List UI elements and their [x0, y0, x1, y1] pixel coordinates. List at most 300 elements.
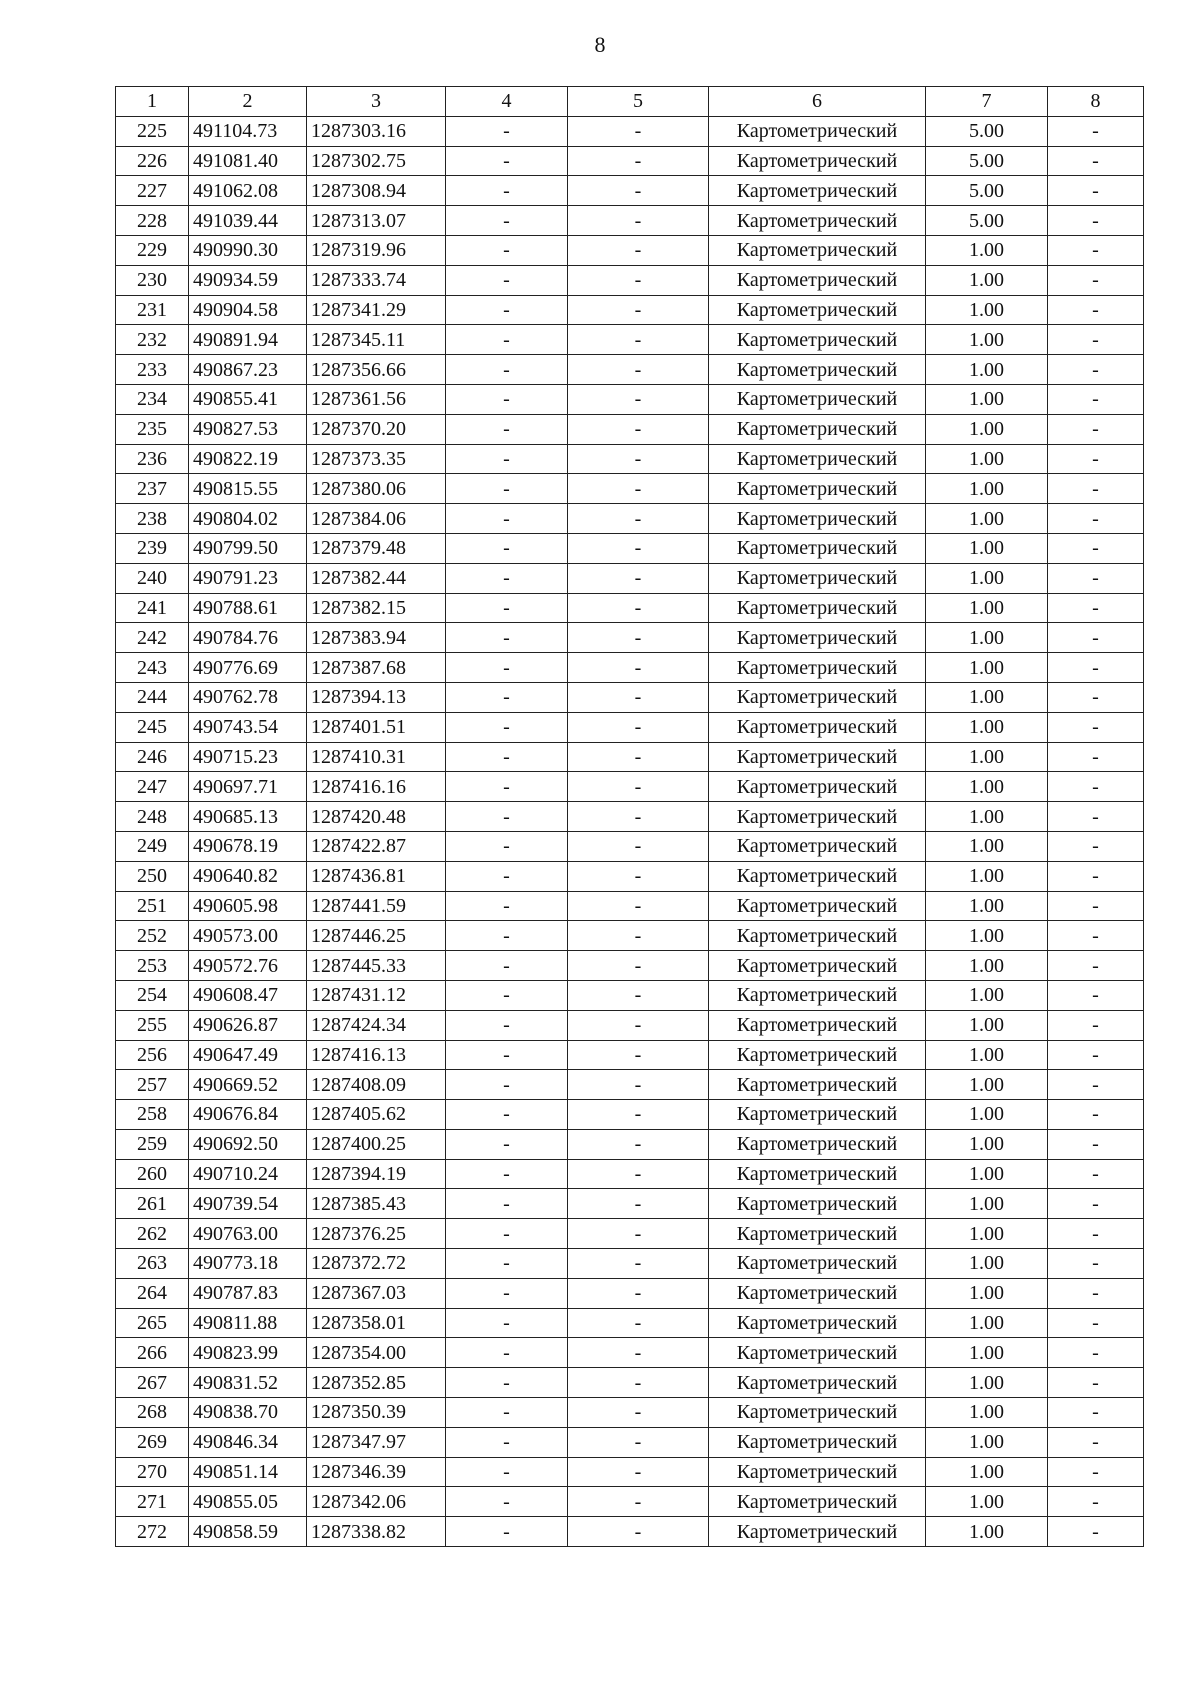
table-cell-col-4: - [446, 235, 568, 265]
table-cell-col-3: 1287394.13 [307, 682, 446, 712]
table-cell-col-2: 490763.00 [189, 1219, 307, 1249]
table-cell-col-8: - [1048, 116, 1144, 146]
table-cell-col-1: 234 [116, 384, 189, 414]
column-header-6: 6 [709, 87, 926, 117]
table-cell-col-3: 1287408.09 [307, 1070, 446, 1100]
table-cell-col-4: - [446, 1457, 568, 1487]
table-cell-col-4: - [446, 1308, 568, 1338]
table-cell-col-6: Картометрический [709, 116, 926, 146]
table-cell-col-8: - [1048, 653, 1144, 683]
coordinates-table [115, 86, 1144, 1547]
table-row [116, 623, 1144, 653]
table-cell-col-8: - [1048, 921, 1144, 951]
table-cell-col-8: - [1048, 772, 1144, 802]
table-cell-col-1: 267 [116, 1368, 189, 1398]
table-cell-col-3: 1287436.81 [307, 861, 446, 891]
table-cell-col-8: - [1048, 146, 1144, 176]
table-row [116, 474, 1144, 504]
table-cell-col-6: Картометрический [709, 563, 926, 593]
table-cell-col-8: - [1048, 1338, 1144, 1368]
table-cell-col-5: - [568, 265, 709, 295]
page-number: 8 [594, 32, 606, 57]
table-row [116, 712, 1144, 742]
table-cell-col-4: - [446, 861, 568, 891]
table-cell-col-8: - [1048, 1100, 1144, 1130]
table-cell-col-5: - [568, 682, 709, 712]
table-cell-col-5: - [568, 116, 709, 146]
table-cell-col-7: 1.00 [926, 831, 1048, 861]
table-cell-col-7: 1.00 [926, 1457, 1048, 1487]
table-row [116, 533, 1144, 563]
table-cell-col-7: 1.00 [926, 861, 1048, 891]
table-cell-col-3: 1287367.03 [307, 1278, 446, 1308]
table-cell-col-8: - [1048, 1398, 1144, 1428]
table-cell-col-2: 490710.24 [189, 1159, 307, 1189]
table-cell-col-6: Картометрический [709, 861, 926, 891]
table-cell-col-2: 490904.58 [189, 295, 307, 325]
table-cell-col-4: - [446, 1249, 568, 1279]
table-cell-col-7: 1.00 [926, 772, 1048, 802]
table-cell-col-1: 258 [116, 1100, 189, 1130]
table-cell-col-4: - [446, 980, 568, 1010]
table-cell-col-7: 1.00 [926, 802, 1048, 832]
table-cell-col-2: 490891.94 [189, 325, 307, 355]
table-cell-col-1: 256 [116, 1040, 189, 1070]
table-cell-col-5: - [568, 1189, 709, 1219]
table-cell-col-5: - [568, 861, 709, 891]
table-row [116, 921, 1144, 951]
table-cell-col-6: Картометрический [709, 682, 926, 712]
table-cell-col-4: - [446, 176, 568, 206]
table-row [116, 1070, 1144, 1100]
table-cell-col-1: 271 [116, 1487, 189, 1517]
table-cell-col-5: - [568, 921, 709, 951]
table-row [116, 1100, 1144, 1130]
table-cell-col-3: 1287370.20 [307, 414, 446, 444]
table-cell-col-2: 490831.52 [189, 1368, 307, 1398]
table-cell-col-5: - [568, 1219, 709, 1249]
table-cell-col-2: 490647.49 [189, 1040, 307, 1070]
table-cell-col-3: 1287347.97 [307, 1427, 446, 1457]
table-cell-col-5: - [568, 444, 709, 474]
table-cell-col-8: - [1048, 712, 1144, 742]
table-cell-col-8: - [1048, 384, 1144, 414]
table-cell-col-1: 269 [116, 1427, 189, 1457]
table-cell-col-2: 490640.82 [189, 861, 307, 891]
table-row [116, 593, 1144, 623]
table-cell-col-2: 490626.87 [189, 1010, 307, 1040]
table-cell-col-2: 490773.18 [189, 1249, 307, 1279]
table-cell-col-6: Картометрический [709, 1278, 926, 1308]
table-row [116, 772, 1144, 802]
table-cell-col-3: 1287410.31 [307, 742, 446, 772]
table-cell-col-7: 1.00 [926, 1278, 1048, 1308]
table-cell-col-8: - [1048, 1010, 1144, 1040]
table-cell-col-6: Картометрический [709, 1010, 926, 1040]
table-cell-col-8: - [1048, 1487, 1144, 1517]
table-cell-col-1: 260 [116, 1159, 189, 1189]
table-cell-col-3: 1287416.16 [307, 772, 446, 802]
table-cell-col-1: 239 [116, 533, 189, 563]
table-cell-col-8: - [1048, 1189, 1144, 1219]
table-cell-col-3: 1287356.66 [307, 355, 446, 385]
table-cell-col-8: - [1048, 563, 1144, 593]
table-cell-col-7: 1.00 [926, 533, 1048, 563]
table-cell-col-3: 1287313.07 [307, 206, 446, 236]
table-cell-col-2: 490776.69 [189, 653, 307, 683]
table-cell-col-1: 226 [116, 146, 189, 176]
table-cell-col-6: Картометрический [709, 533, 926, 563]
table-cell-col-4: - [446, 623, 568, 653]
table-cell-col-2: 490851.14 [189, 1457, 307, 1487]
table-row [116, 742, 1144, 772]
table-cell-col-7: 1.00 [926, 980, 1048, 1010]
column-header-8: 8 [1048, 87, 1144, 117]
table-cell-col-3: 1287400.25 [307, 1129, 446, 1159]
table-row [116, 951, 1144, 981]
table-row [116, 861, 1144, 891]
table-row [116, 444, 1144, 474]
table-cell-col-3: 1287380.06 [307, 474, 446, 504]
table-cell-col-6: Картометрический [709, 1398, 926, 1428]
table-cell-col-2: 490811.88 [189, 1308, 307, 1338]
table-cell-col-8: - [1048, 1249, 1144, 1279]
table-cell-col-8: - [1048, 1219, 1144, 1249]
table-cell-col-2: 490799.50 [189, 533, 307, 563]
table-cell-col-4: - [446, 295, 568, 325]
table-cell-col-8: - [1048, 1517, 1144, 1547]
table-row [116, 802, 1144, 832]
table-cell-col-3: 1287319.96 [307, 235, 446, 265]
column-header-2: 2 [189, 87, 307, 117]
table-cell-col-8: - [1048, 1159, 1144, 1189]
table-cell-col-8: - [1048, 831, 1144, 861]
table-cell-col-7: 1.00 [926, 682, 1048, 712]
table-cell-col-4: - [446, 1159, 568, 1189]
table-cell-col-5: - [568, 146, 709, 176]
table-cell-col-5: - [568, 563, 709, 593]
table-cell-col-1: 240 [116, 563, 189, 593]
table-cell-col-5: - [568, 712, 709, 742]
table-cell-col-3: 1287376.25 [307, 1219, 446, 1249]
table-cell-col-2: 490678.19 [189, 831, 307, 861]
table-row [116, 1010, 1144, 1040]
table-cell-col-1: 247 [116, 772, 189, 802]
table-cell-col-1: 229 [116, 235, 189, 265]
table-cell-col-2: 491062.08 [189, 176, 307, 206]
table-cell-col-1: 265 [116, 1308, 189, 1338]
table-row [116, 980, 1144, 1010]
table-cell-col-5: - [568, 206, 709, 236]
table-row [116, 1219, 1144, 1249]
table-cell-col-2: 490608.47 [189, 980, 307, 1010]
table-cell-col-1: 250 [116, 861, 189, 891]
table-cell-col-6: Картометрический [709, 1487, 926, 1517]
table-cell-col-2: 490855.05 [189, 1487, 307, 1517]
table-cell-col-3: 1287416.13 [307, 1040, 446, 1070]
table-cell-col-5: - [568, 653, 709, 683]
table-cell-col-3: 1287384.06 [307, 504, 446, 534]
table-cell-col-7: 5.00 [926, 116, 1048, 146]
table-cell-col-2: 490787.83 [189, 1278, 307, 1308]
table-cell-col-3: 1287387.68 [307, 653, 446, 683]
table-cell-col-3: 1287379.48 [307, 533, 446, 563]
table-cell-col-7: 1.00 [926, 1249, 1048, 1279]
table-row [116, 414, 1144, 444]
table-cell-col-8: - [1048, 533, 1144, 563]
table-row [116, 235, 1144, 265]
table-cell-col-2: 490804.02 [189, 504, 307, 534]
table-cell-col-2: 490685.13 [189, 802, 307, 832]
table-cell-col-2: 490827.53 [189, 414, 307, 444]
table-cell-col-4: - [446, 772, 568, 802]
table-cell-col-6: Картометрический [709, 891, 926, 921]
table-cell-col-5: - [568, 802, 709, 832]
table-cell-col-5: - [568, 1457, 709, 1487]
table-cell-col-6: Картометрический [709, 474, 926, 504]
table-cell-col-2: 490855.41 [189, 384, 307, 414]
table-cell-col-3: 1287394.19 [307, 1159, 446, 1189]
table-cell-col-8: - [1048, 802, 1144, 832]
table-row [116, 146, 1144, 176]
table-cell-col-5: - [568, 235, 709, 265]
table-cell-col-8: - [1048, 980, 1144, 1010]
table-cell-col-5: - [568, 176, 709, 206]
table-cell-col-2: 490762.78 [189, 682, 307, 712]
table-cell-col-4: - [446, 1040, 568, 1070]
table-cell-col-7: 1.00 [926, 921, 1048, 951]
table-row [116, 325, 1144, 355]
table-cell-col-4: - [446, 1427, 568, 1457]
table-cell-col-6: Картометрический [709, 1129, 926, 1159]
table-cell-col-5: - [568, 772, 709, 802]
table-cell-col-2: 490743.54 [189, 712, 307, 742]
table-cell-col-8: - [1048, 951, 1144, 981]
table-cell-col-2: 490791.23 [189, 563, 307, 593]
table-cell-col-4: - [446, 1368, 568, 1398]
table-cell-col-1: 249 [116, 831, 189, 861]
table-cell-col-2: 490823.99 [189, 1338, 307, 1368]
table-cell-col-6: Картометрический [709, 1159, 926, 1189]
table-cell-col-3: 1287422.87 [307, 831, 446, 861]
table-cell-col-4: - [446, 1278, 568, 1308]
table-cell-col-1: 252 [116, 921, 189, 951]
table-row [116, 1278, 1144, 1308]
table-cell-col-8: - [1048, 1129, 1144, 1159]
table-cell-col-7: 1.00 [926, 444, 1048, 474]
table-cell-col-3: 1287441.59 [307, 891, 446, 921]
table-row [116, 504, 1144, 534]
table-cell-col-5: - [568, 742, 709, 772]
table-cell-col-4: - [446, 563, 568, 593]
table-cell-col-1: 255 [116, 1010, 189, 1040]
table-cell-col-8: - [1048, 444, 1144, 474]
table-row [116, 1368, 1144, 1398]
table-cell-col-8: - [1048, 474, 1144, 504]
table-cell-col-4: - [446, 1398, 568, 1428]
table-cell-col-4: - [446, 682, 568, 712]
table-cell-col-5: - [568, 1129, 709, 1159]
table-cell-col-6: Картометрический [709, 1249, 926, 1279]
table-cell-col-6: Картометрический [709, 176, 926, 206]
table-cell-col-7: 1.00 [926, 325, 1048, 355]
table-cell-col-7: 1.00 [926, 355, 1048, 385]
table-cell-col-1: 238 [116, 504, 189, 534]
table-cell-col-4: - [446, 1487, 568, 1517]
table-row [116, 1189, 1144, 1219]
table-cell-col-6: Картометрический [709, 712, 926, 742]
table-cell-col-1: 233 [116, 355, 189, 385]
table-cell-col-6: Картометрический [709, 1070, 926, 1100]
table-cell-col-7: 1.00 [926, 1070, 1048, 1100]
table-cell-col-2: 490858.59 [189, 1517, 307, 1547]
table-cell-col-8: - [1048, 682, 1144, 712]
table-cell-col-4: - [446, 891, 568, 921]
table-cell-col-7: 1.00 [926, 235, 1048, 265]
table-body [116, 116, 1144, 1546]
table-cell-col-1: 230 [116, 265, 189, 295]
table-cell-col-2: 490934.59 [189, 265, 307, 295]
table-cell-col-6: Картометрический [709, 295, 926, 325]
table-row [116, 1398, 1144, 1428]
table-cell-col-4: - [446, 1189, 568, 1219]
table-cell-col-1: 268 [116, 1398, 189, 1428]
table-cell-col-4: - [446, 653, 568, 683]
table-cell-col-1: 259 [116, 1129, 189, 1159]
table-cell-col-6: Картометрический [709, 146, 926, 176]
table-row [116, 1338, 1144, 1368]
table-cell-col-8: - [1048, 1457, 1144, 1487]
table-cell-col-5: - [568, 980, 709, 1010]
table-cell-col-8: - [1048, 504, 1144, 534]
table-cell-col-5: - [568, 1070, 709, 1100]
table-cell-col-6: Картометрический [709, 1308, 926, 1338]
table-cell-col-8: - [1048, 206, 1144, 236]
table-cell-col-4: - [446, 1219, 568, 1249]
column-header-3: 3 [307, 87, 446, 117]
table-row [116, 265, 1144, 295]
table-cell-col-3: 1287303.16 [307, 116, 446, 146]
table-cell-col-3: 1287385.43 [307, 1189, 446, 1219]
table-cell-col-8: - [1048, 295, 1144, 325]
table-cell-col-8: - [1048, 623, 1144, 653]
table-cell-col-7: 1.00 [926, 1100, 1048, 1130]
table-cell-col-1: 232 [116, 325, 189, 355]
table-cell-col-4: - [446, 831, 568, 861]
table-cell-col-6: Картометрический [709, 1427, 926, 1457]
table-row [116, 891, 1144, 921]
table-cell-col-7: 1.00 [926, 1517, 1048, 1547]
column-header-1: 1 [116, 87, 189, 117]
table-cell-col-1: 270 [116, 1457, 189, 1487]
table-cell-col-4: - [446, 593, 568, 623]
table-cell-col-1: 244 [116, 682, 189, 712]
table-cell-col-8: - [1048, 1427, 1144, 1457]
table-cell-col-3: 1287424.34 [307, 1010, 446, 1040]
table-cell-col-7: 1.00 [926, 712, 1048, 742]
table-cell-col-6: Картометрический [709, 593, 926, 623]
table-cell-col-7: 1.00 [926, 474, 1048, 504]
table-cell-col-4: - [446, 414, 568, 444]
table-cell-col-4: - [446, 1010, 568, 1040]
table-cell-col-6: Картометрический [709, 1100, 926, 1130]
table-cell-col-7: 5.00 [926, 146, 1048, 176]
table-cell-col-3: 1287350.39 [307, 1398, 446, 1428]
table-row [116, 1308, 1144, 1338]
table-cell-col-2: 490697.71 [189, 772, 307, 802]
table-cell-col-4: - [446, 802, 568, 832]
table-cell-col-7: 1.00 [926, 742, 1048, 772]
table-cell-col-1: 225 [116, 116, 189, 146]
table-cell-col-6: Картометрический [709, 1040, 926, 1070]
table-cell-col-7: 1.00 [926, 1368, 1048, 1398]
table-cell-col-3: 1287382.44 [307, 563, 446, 593]
table-cell-col-5: - [568, 1368, 709, 1398]
table-row [116, 1249, 1144, 1279]
table-cell-col-3: 1287358.01 [307, 1308, 446, 1338]
table-cell-col-2: 490822.19 [189, 444, 307, 474]
table-row [116, 1129, 1144, 1159]
table-cell-col-4: - [446, 355, 568, 385]
table-cell-col-6: Картометрический [709, 831, 926, 861]
table-cell-col-4: - [446, 712, 568, 742]
table-cell-col-6: Картометрический [709, 1517, 926, 1547]
table-row [116, 1159, 1144, 1189]
table-row [116, 1517, 1144, 1547]
table-cell-col-3: 1287445.33 [307, 951, 446, 981]
table-cell-col-3: 1287354.00 [307, 1338, 446, 1368]
table-cell-col-7: 1.00 [926, 563, 1048, 593]
table-cell-col-2: 490605.98 [189, 891, 307, 921]
table-row [116, 206, 1144, 236]
table-cell-col-7: 1.00 [926, 265, 1048, 295]
table-cell-col-4: - [446, 742, 568, 772]
table-row [116, 682, 1144, 712]
table-cell-col-6: Картометрический [709, 1219, 926, 1249]
table-cell-col-5: - [568, 1040, 709, 1070]
table-cell-col-1: 251 [116, 891, 189, 921]
table-cell-col-6: Картометрический [709, 1189, 926, 1219]
table-cell-col-8: - [1048, 414, 1144, 444]
table-cell-col-5: - [568, 1398, 709, 1428]
table-cell-col-8: - [1048, 861, 1144, 891]
table-cell-col-6: Картометрический [709, 921, 926, 951]
table-cell-col-7: 1.00 [926, 623, 1048, 653]
table-cell-col-8: - [1048, 235, 1144, 265]
table-cell-col-7: 1.00 [926, 384, 1048, 414]
table-cell-col-2: 491081.40 [189, 146, 307, 176]
table-cell-col-1: 228 [116, 206, 189, 236]
table-cell-col-1: 263 [116, 1249, 189, 1279]
table-row [116, 1040, 1144, 1070]
table-cell-col-4: - [446, 206, 568, 236]
table-cell-col-4: - [446, 146, 568, 176]
table-cell-col-4: - [446, 1129, 568, 1159]
table-cell-col-5: - [568, 891, 709, 921]
table-cell-col-5: - [568, 1308, 709, 1338]
table-cell-col-1: 241 [116, 593, 189, 623]
table-cell-col-7: 1.00 [926, 653, 1048, 683]
table-cell-col-2: 490676.84 [189, 1100, 307, 1130]
table-cell-col-7: 1.00 [926, 1219, 1048, 1249]
table-cell-col-3: 1287383.94 [307, 623, 446, 653]
table-row [116, 116, 1144, 146]
table-cell-col-8: - [1048, 325, 1144, 355]
table-cell-col-2: 490784.76 [189, 623, 307, 653]
table-row [116, 653, 1144, 683]
table-cell-col-8: - [1048, 1040, 1144, 1070]
table-cell-col-7: 5.00 [926, 206, 1048, 236]
